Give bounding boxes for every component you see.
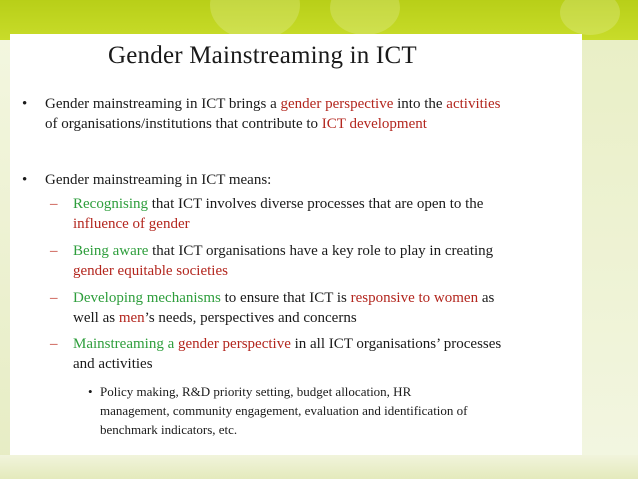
banner-decoration [560, 0, 620, 35]
bullet-gender-perspective [22, 94, 602, 134]
highlight-red: responsive to women [350, 290, 479, 306]
highlight-green: Being aware [73, 243, 149, 259]
bullet-means [22, 170, 602, 190]
subsub-policy-making [88, 382, 578, 439]
text-run: Policy making, R&D priority setting, budget allocation, HR [100, 384, 412, 399]
highlight-red: gender equitable societies [73, 263, 228, 279]
dash-marker: – [50, 336, 58, 352]
sub-mainstreaming [50, 334, 590, 374]
dash-marker: – [50, 196, 58, 212]
sub-being-aware [50, 241, 590, 281]
highlight-red: activities [446, 96, 501, 112]
banner-decoration [330, 0, 400, 35]
bullet-marker: • [22, 96, 28, 112]
bottom-margin [0, 455, 638, 479]
text-run: benchmark indicators, etc. [100, 422, 238, 437]
highlight-green: a [167, 336, 175, 352]
left-margin [0, 40, 10, 479]
highlight-red: men [118, 310, 145, 326]
text-run: as [478, 290, 495, 306]
text-run: that ICT organisations have a key role to play in creating [148, 243, 494, 259]
text-run: Gender mainstreaming in ICT brings a [45, 96, 281, 112]
bullet-text: Gender mainstreaming in ICT means: [45, 172, 272, 188]
dash-marker: – [50, 290, 58, 306]
highlight-red: influence of gender [73, 216, 190, 232]
highlight-red: gender perspective [280, 96, 394, 112]
bullet-marker: • [88, 384, 93, 399]
sub-text [73, 334, 590, 374]
text-run: into the [393, 96, 447, 112]
sub-recognising [50, 194, 590, 234]
bullet-marker: • [22, 172, 28, 188]
bullet-text [45, 94, 602, 134]
text-run: management, community engagement, evaluation and identification of [100, 403, 468, 418]
text-run: to ensure that ICT is [220, 290, 351, 306]
sub-text [73, 194, 590, 234]
highlight-green: Developing mechanisms [73, 290, 221, 306]
sub-text [73, 241, 590, 281]
sub-text [73, 288, 590, 328]
dash-marker: – [50, 243, 58, 259]
text-run: and activities [73, 356, 153, 372]
text-run: well as [73, 310, 119, 326]
slide-title: Gender Mainstreaming in ICT [108, 42, 417, 69]
subsub-text [100, 382, 578, 439]
highlight-green: Recognising [73, 196, 148, 212]
highlight-red: ICT development [321, 116, 427, 132]
text-run: ’s needs, perspectives and concerns [144, 310, 357, 326]
text-run: in all ICT organisations’ processes [290, 336, 502, 352]
text-run: that ICT involves diverse processes that are open to the [148, 196, 484, 212]
highlight-red: gender perspective [178, 336, 291, 352]
sub-developing-mechanisms [50, 288, 590, 328]
highlight-green: Mainstreaming [73, 336, 164, 352]
text-run: of organisations/institutions that contribute to [45, 116, 322, 132]
